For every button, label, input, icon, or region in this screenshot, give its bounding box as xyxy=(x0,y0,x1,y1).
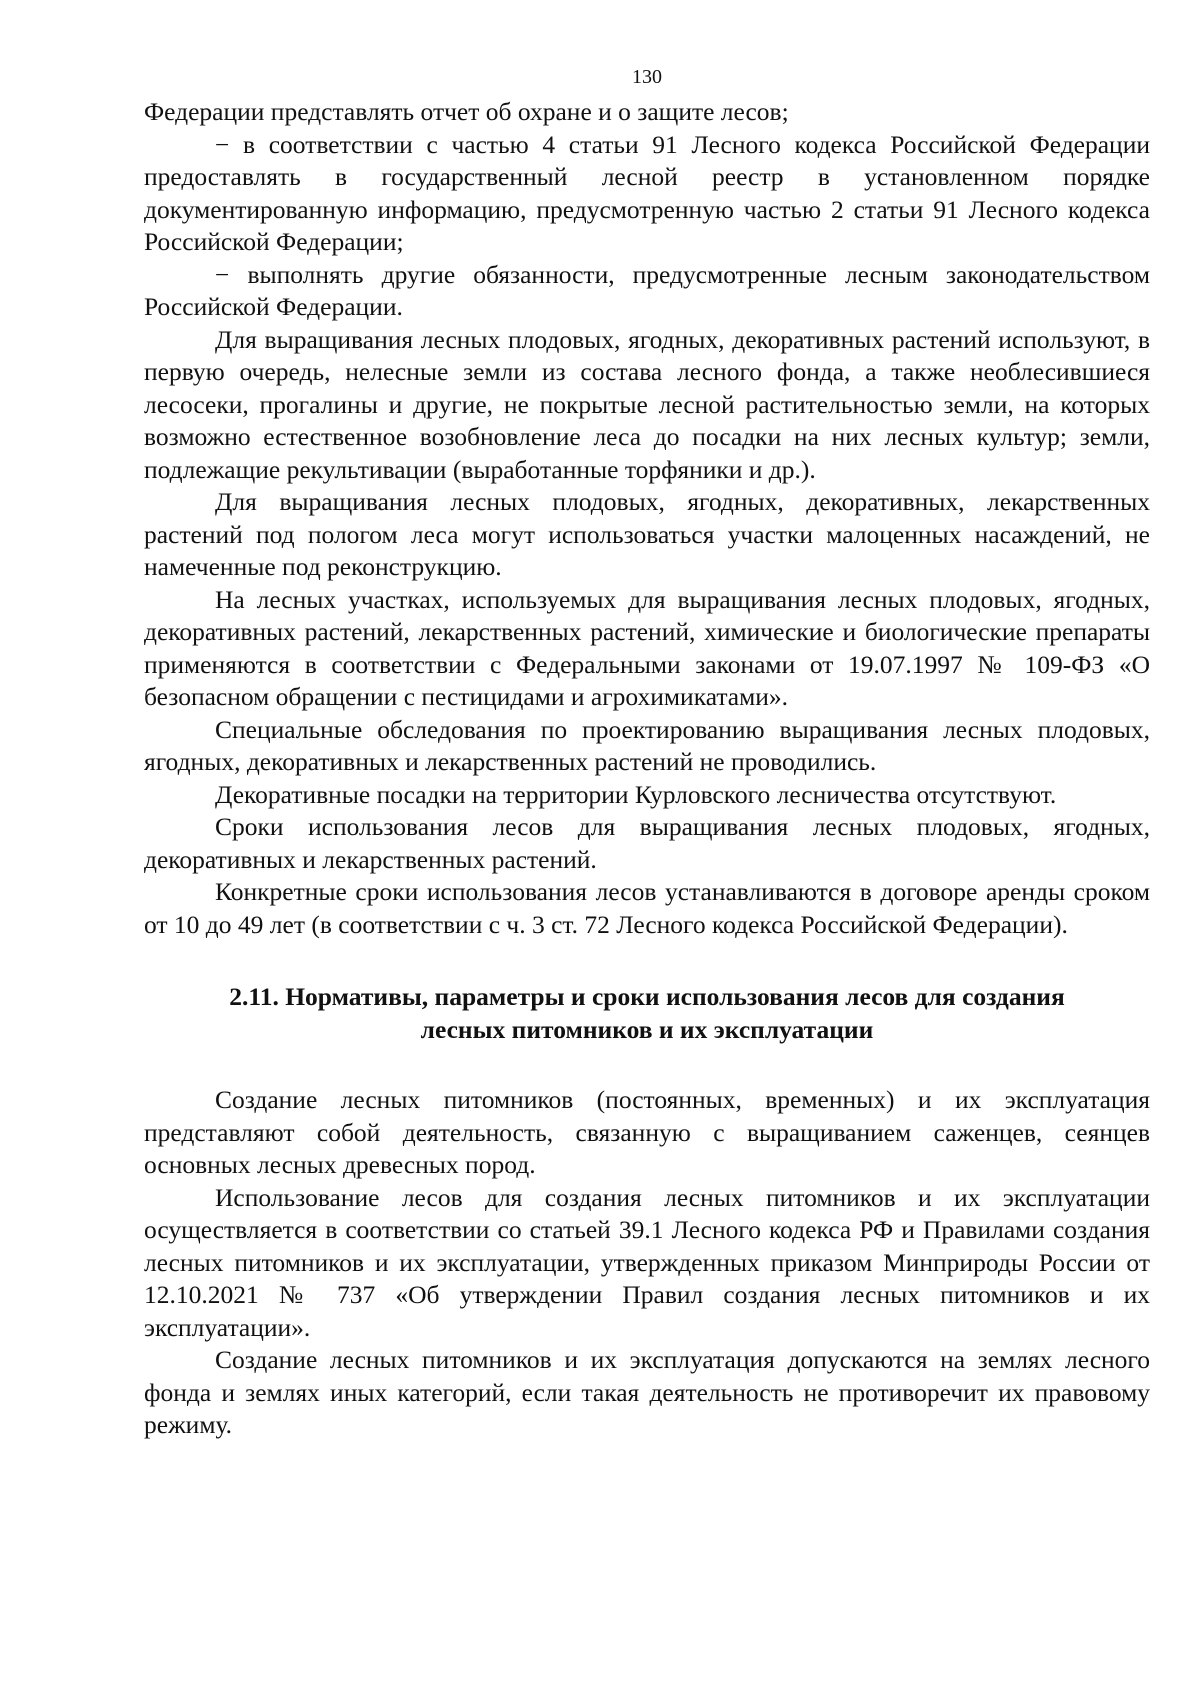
paragraph: На лесных участках, используемых для выращивания лесных плодовых, ягодных, декоративных растений, лекарственных растений, химические и биологические препараты применяются в соответствии с Федеральными законами от 19.07.1997 № 109-ФЗ «О безопасном обращении с пестицидами и агрохимикатами». xyxy=(144,584,1150,711)
paragraph: Создание лесных питомников (постоянных, временных) и их эксплуатация представляют собой деятельность, связанную с выращиванием саженцев, сеянцев основных лесных древесных пород. xyxy=(144,1085,1150,1179)
paragraph: Декоративные посадки на территории Курловского лесничества отсутствуют. xyxy=(215,779,1057,809)
paragraph: Для выращивания лесных плодовых, ягодных, декоративных, лекарственных растений под пологом леса могут использоваться участки малоценных насаждений, не намеченные под реконструкцию. xyxy=(144,487,1150,581)
list-item-dash: − выполнять другие обязанности, предусмотренные лесным законодательством Российской Федерации. xyxy=(144,259,1150,321)
list-item-dash: − в соответствии с частью 4 статьи 91 Лесного кодекса Российской Федерации предоставлять в государственный лесной реестр в установленном порядке документированную информацию, предусмотренную частью 2 статьи 91 Лесного кодекса Российской Федерации; xyxy=(144,129,1150,256)
paragraph: Специальные обследования по проектированию выращивания лесных плодовых, ягодных, декоративных и лекарственных растений не проводились. xyxy=(144,714,1150,776)
body-after-heading xyxy=(144,1084,1150,1442)
page-number: 130 xyxy=(632,66,662,88)
paragraph: Федерации представлять отчет об охране и о защите лесов; xyxy=(144,97,789,126)
paragraph: Конкретные сроки использования лесов устанавливаются в договоре аренды сроком от 10 до 49 лет (в соответствии с ч. 3 ст. 72 Лесного кодекса Российской Федерации). xyxy=(144,877,1150,939)
paragraph: Использование лесов для создания лесных питомников и их эксплуатации осуществляется в соответствии со статьей 39.1 Лесного кодекса РФ и Правилами создания лесных питомников и их эксплуатации, утвержденных приказом Минприроды России от 12.10.2021 № 737 «Об утверждении Правил создания лесных питомников и их эксплуатации». xyxy=(144,1182,1150,1342)
document-page xyxy=(144,66,1150,1442)
paragraph: Сроки использования лесов для выращивания лесных плодовых, ягодных, декоративных и лекарственных растений. xyxy=(144,812,1150,874)
section-heading xyxy=(144,981,1150,1046)
section-heading-line: 2.11. Нормативы, параметры и сроки использования лесов для создания xyxy=(229,982,1065,1011)
body-before-heading xyxy=(144,96,1150,941)
section-heading-line: лесных питомников и их эксплуатации xyxy=(420,1014,874,1044)
paragraph: Для выращивания лесных плодовых, ягодных, декоративных растений используют, в первую очередь, нелесные земли из состава лесного фонда, а также необлесившиеся лесосеки, прогалины и другие, не покрытые лесной растительностью земли, на которых возможно естественное возобновление леса до посадки на них лесных культур; земли, подлежащие рекультивации (выработанные торфяники и др.). xyxy=(144,324,1150,484)
paragraph: Создание лесных питомников и их эксплуатация допускаются на землях лесного фонда и землях иных категорий, если такая деятельность не противоречит их правовому режиму. xyxy=(144,1345,1150,1439)
